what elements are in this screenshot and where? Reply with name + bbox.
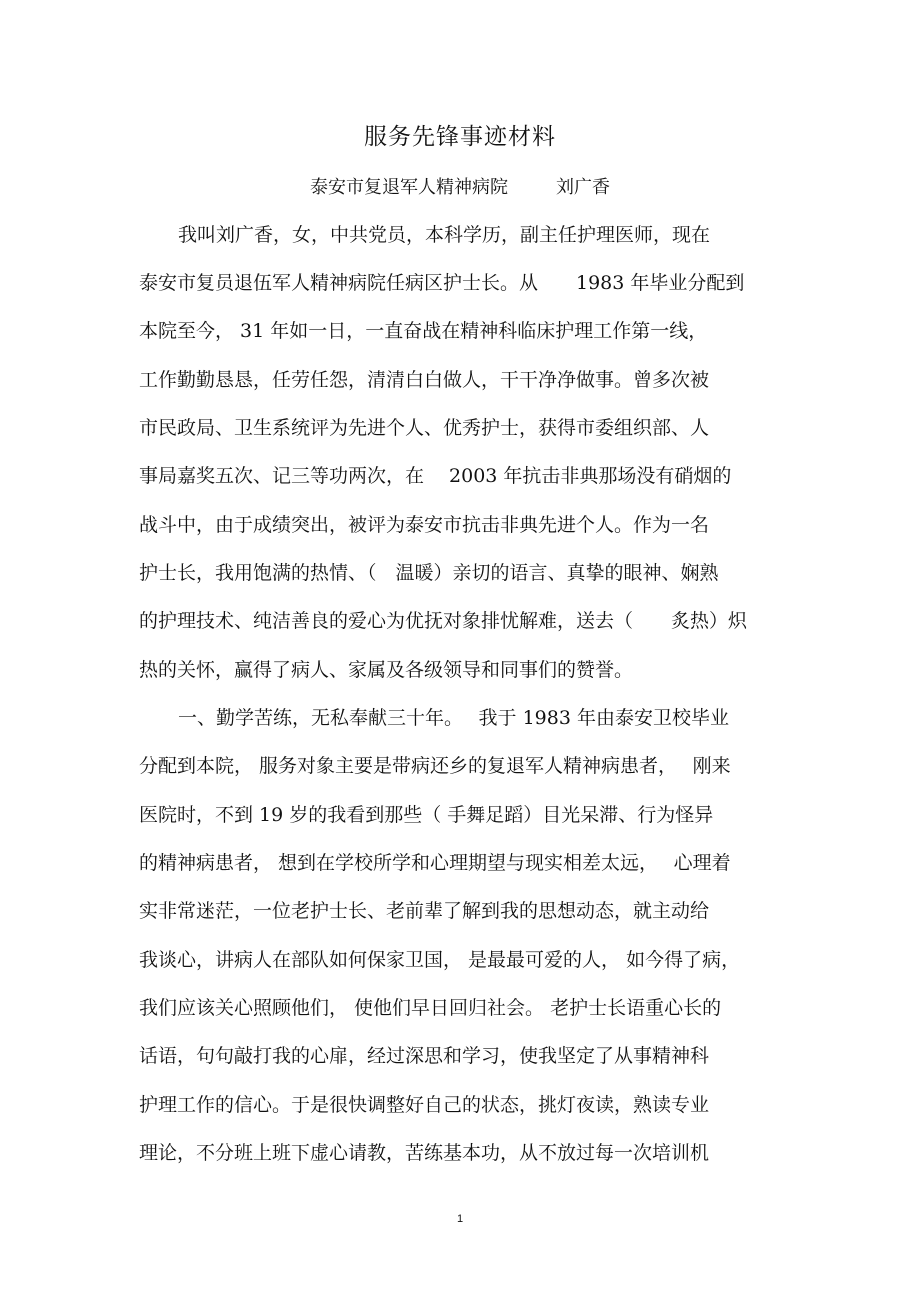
body-line: 分配到本院， 服务对象主要是带病还乡的复退军人精神病患者， 刚来 <box>139 755 731 777</box>
body-line: 热的关怀，赢得了病人、家属及各级领导和同事们的赞誉。 <box>139 659 634 681</box>
body-line: 护士长，我用饱满的热情、（ 温暖）亲切的语言、真挚的眼神、娴熟 <box>139 562 719 584</box>
body-line: 的精神病患者， 想到在学校所学和心理期望与现实相差太远， 心理着 <box>139 852 731 874</box>
body-line: 护理工作的信心。于是很快调整好自己的状态，挑灯夜读，熟读专业 <box>139 1094 710 1116</box>
document-byline <box>0 173 920 199</box>
author-name: 刘广香 <box>556 177 610 198</box>
body-line: 战斗中，由于成绩突出，被评为泰安市抗击非典先进个人。作为一名 <box>139 514 710 536</box>
document-title: 服务先锋事迹材料 <box>364 124 556 150</box>
body-line: 本院至今， 31 年如一日，一直奋战在精神科临床护理工作第一线， <box>139 320 708 342</box>
body-line: 我叫刘广香，女，中共党员，本科学历，副主任护理医师，现在 <box>178 224 711 246</box>
body-line: 市民政局、卫生系统评为先进个人、优秀护士，获得市委组织部、人 <box>139 417 710 439</box>
body-line: 我谈心，讲病人在部队如何保家卫国， 是最最可爱的人， 如今得了病， <box>139 949 741 971</box>
body-line: 泰安市复员退伍军人精神病院任病区护士长。从 1983 年毕业分配到 <box>139 272 745 294</box>
body-line: 话语，句句敲打我的心扉，经过深思和学习，使我坚定了从事精神科 <box>139 1045 710 1067</box>
body-line: 工作勤勤恳恳，任劳任怨，清清白白做人，干干净净做事。曾多次被 <box>139 369 710 391</box>
body-line: 事局嘉奖五次、记三等功两次，在 2003 年抗击非典那场没有硝烟的 <box>139 465 732 487</box>
body-line: 我们应该关心照顾他们， 使他们早日回归社会。 老护士长语重心长的 <box>139 997 722 1019</box>
body-line: 医院时，不到 19 岁的我看到那些（ 手舞足蹈）目光呆滞、行为怪异 <box>139 804 714 826</box>
body-line: 理论，不分班上班下虚心请教，苦练基本功，从不放过每一次培训机 <box>139 1142 710 1164</box>
author-unit: 泰安市复退军人精神病院 <box>310 177 508 198</box>
body-line: 的护理技术、纯洁善良的爱心为优抚对象排忧解难，送去（ 炙热）炽 <box>139 610 748 632</box>
body-line: 实非常迷茫，一位老护士长、老前辈了解到我的思想动态，就主动给 <box>139 900 710 922</box>
page-number: 1 <box>456 1213 464 1225</box>
body-line: 一、勤学苦练，无私奉献三十年。 我于 1983 年由泰安卫校毕业 <box>178 707 729 729</box>
